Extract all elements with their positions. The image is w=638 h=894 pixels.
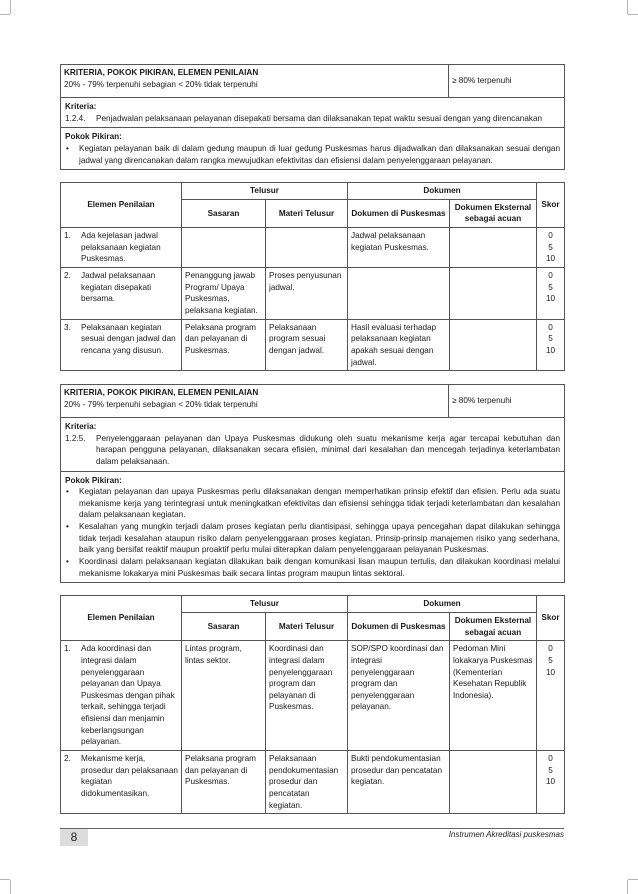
elemen-penilaian-table [60, 595, 565, 814]
col-materi-telusur: Materi Telusur [266, 612, 348, 640]
scoring-rule: 20% - 79% terpenuhi sebagian < 20% tidak terpenuhi [64, 79, 258, 89]
page-number: 8 [60, 829, 88, 846]
pokok-pikiran-block [61, 471, 565, 583]
scoring-rule: 20% - 79% terpenuhi sebagian < 20% tidak terpenuhi [64, 399, 258, 409]
kriteria-label: Kriteria: [65, 422, 97, 431]
threshold-label: ≥ 80% terpenuhi [449, 65, 565, 98]
pokok-pikiran-item: • Koordinasi dalam pelaksanaan kegiatan dilakukan baik dengan komunikasi lisan maupun tertulis, dan dilakukan koordinasi melalui mekanisme lokakarya mini Puskesmas baik secara lintas program maupun lintas sektoral. [65, 556, 560, 579]
col-dokumen: Dokumen [348, 183, 537, 200]
row-number: 1. [64, 644, 71, 654]
col-materi-telusur: Materi Telusur [266, 199, 348, 227]
sasaran-cell: Pelaksana program dan pelayanan di Puskesmas. [182, 319, 266, 371]
skor-cell: 0 5 10 [537, 641, 565, 751]
dokumen-puskesmas-cell: Hasil evaluasi terhadap pelaksanaan kegiatan apakah sesuai dengan jadwal. [348, 319, 450, 371]
materi-cell: Pelaksanaan program sesuai dengan jadwal. [266, 319, 348, 371]
kriteria-number: 1.2.5. [65, 433, 86, 443]
footer-document-title: Instrumen Akreditasi puskesmas [448, 830, 564, 839]
elemen-text: Pelaksanaan kegiatan sesuai dengan jadwal dan rencana yang disusun. [81, 322, 176, 355]
col-elemen-penilaian: Elemen Penilaian [61, 183, 182, 228]
table-row [61, 319, 565, 371]
criteria-header-table [60, 384, 565, 583]
col-dokumen-eksternal: Dokumen Eksternal sebagai acuan [450, 612, 537, 640]
sasaran-cell [182, 228, 266, 268]
pokok-pikiran-label: Pokok Pikiran: [65, 132, 122, 142]
pokok-pikiran-block [61, 128, 565, 170]
crop-mark [10, 880, 11, 894]
criteria-section-1-2-4 [60, 64, 564, 371]
table-row [61, 751, 565, 814]
materi-cell: Pelaksanaan pendokumentasian prosedur dan pencatatan kegiatan. [266, 751, 348, 814]
crop-mark [628, 879, 638, 880]
pokok-pikiran-label: Pokok Pikiran: [65, 475, 122, 485]
row-number: 3. [64, 322, 71, 332]
col-dokumen-eksternal: Dokumen Eksternal sebagai acuan [450, 199, 537, 227]
crop-mark [628, 14, 638, 15]
skor-cell: 0 5 10 [537, 268, 565, 320]
elemen-text: Mekanisme kerja, prosedur dan pelaksanaan kegiatan didokumentasikan. [81, 754, 178, 798]
kriteria-label: Kriteria: [65, 102, 97, 111]
col-telusur: Telusur [182, 183, 348, 200]
dokumen-puskesmas-cell: Jadwal pelaksanaan kegiatan Puskesmas. [348, 228, 450, 268]
pokok-pikiran-item: • Kegiatan pelayanan baik di dalam gedung maupun di luar gedung Puskesmas harus dijadwalkan dan dilaksanakan sesuai dengan jadwal yang direncanakan dalam rangka mewujudkan efektivitas dan efisiensi dalam penyelenggaraan pelayanan. [65, 143, 560, 166]
materi-cell: Proses penyusunan jadwal. [266, 268, 348, 320]
criteria-section-1-2-5 [60, 384, 564, 814]
pokok-pikiran-item: • Kesalahan yang mungkin terjadi dalam proses kegiatan perlu diantisipasi, sehingga upaya pencegahan dapat dilakukan sehingga tidak terjadi kesalahan ataupun risiko dalam penyelenggaraan proses kegiatan. Prinsip-prinsip manajemen risiko yang sederhana, baik yang bersifat reaktif maupun proaktif perlu mulai diterapkan dalam penyelenggaraan pelayanan Puskesmas. [65, 521, 560, 556]
col-skor: Skor [537, 596, 565, 641]
col-telusur: Telusur [182, 596, 348, 613]
col-elemen-penilaian: Elemen Penilaian [61, 596, 182, 641]
table-row [61, 641, 565, 751]
col-dokumen-puskesmas: Dokumen di Puskesmas [348, 199, 450, 227]
elemen-text: Ada koordinasi dan integrasi dalam penyelenggaraan pelayanan dan Upaya Puskesmas dengan pihak terkait, sehingga terjadi efisiensi dan menjamin keberlangsungan pelayanan. [81, 644, 175, 747]
dokumen-eksternal-cell [450, 228, 537, 268]
col-skor: Skor [537, 183, 565, 228]
section-title: KRITERIA, POKOK PIKIRAN, ELEMEN PENILAIAN [64, 68, 259, 77]
crop-mark [10, 0, 11, 14]
crop-mark [627, 880, 628, 894]
dokumen-eksternal-cell: Pedoman Mini lokakarya Puskesmas (Kementerian Kesehatan Republik Indonesia). [450, 641, 537, 751]
crop-mark [0, 14, 10, 15]
col-sasaran: Sasaran [182, 612, 266, 640]
crop-mark [627, 0, 628, 14]
dokumen-puskesmas-cell: Bukti pendokumentasian prosedur dan pencatatan kegiatan. [348, 751, 450, 814]
col-dokumen: Dokumen [348, 596, 537, 613]
dokumen-puskesmas-cell: SOP/SPO koordinasi dan integrasi penyelenggaraan program dan penyelenggaraan pelayanan. [348, 641, 450, 751]
skor-cell: 0 5 10 [537, 228, 565, 268]
dokumen-eksternal-cell [450, 319, 537, 371]
col-dokumen-puskesmas: Dokumen di Puskesmas [348, 612, 450, 640]
sasaran-cell: Lintas program, lintas sektor. [182, 641, 266, 751]
row-number: 2. [64, 754, 71, 764]
kriteria-text: Penyelenggaraan pelayanan dan Upaya Puskesmas didukung oleh suatu mekanisme kerja agar tercapai kebutuhan dan harapan pengguna pelayanan, dilaksanakan secara efisien, minimal dari kesalahan dan mencegah terjadinya keterlambatan dalam pelaksanaan. [96, 433, 560, 466]
kriteria-number: 1.2.4. [65, 113, 86, 123]
section-title: KRITERIA, POKOK PIKIRAN, ELEMEN PENILAIAN [64, 388, 259, 397]
criteria-header-table [60, 64, 565, 170]
elemen-text: Ada kejelasan jadwal pelaksanaan kegiatan Puskesmas. [81, 231, 161, 264]
sasaran-cell: Penanggung jawab Program/ Upaya Puskesmas, pelaksana kegiatan. [182, 268, 266, 320]
dokumen-eksternal-cell [450, 751, 537, 814]
pokok-pikiran-item: • Kegiatan pelayanan dan upaya Puskesmas perlu dilaksanakan dengan memperhatikan prinsip efektif dan efisien. Perlu ada suatu mekanisme kerja yang terintegrasi untuk meningkatkan efektivitas dan efisiensi sehingga tidak terjadi keterlambatan dan kesalahan dalam pelaksanaan kegiatan. [65, 486, 560, 521]
row-number: 2. [64, 271, 71, 281]
crop-mark [0, 879, 10, 880]
kriteria-text: Penjadwalan pelaksanaan pelayanan disepakati bersama dan dilaksanakan tepat waktu sesuai dengan yang direncanakan [96, 113, 543, 123]
dokumen-eksternal-cell [450, 268, 537, 320]
materi-cell [266, 228, 348, 268]
row-number: 1. [64, 231, 71, 241]
elemen-penilaian-table [60, 182, 565, 371]
table-row [61, 268, 565, 320]
materi-cell: Koordinasi dan integrasi dalam penyelenggaraan program dan pelayanan di Puskesmas. [266, 641, 348, 751]
skor-cell: 0 5 10 [537, 751, 565, 814]
sasaran-cell: Pelaksana program dan pelayanan di Puskesmas. [182, 751, 266, 814]
skor-cell: 0 5 10 [537, 319, 565, 371]
kriteria-block [61, 98, 565, 128]
kriteria-block [61, 418, 565, 472]
table-row [61, 228, 565, 268]
footer-divider [60, 828, 564, 829]
col-sasaran: Sasaran [182, 199, 266, 227]
threshold-label: ≥ 80% terpenuhi [449, 385, 565, 418]
dokumen-puskesmas-cell [348, 268, 450, 320]
elemen-text: Jadwal pelaksanaan kegiatan disepakati bersama. [81, 271, 156, 304]
